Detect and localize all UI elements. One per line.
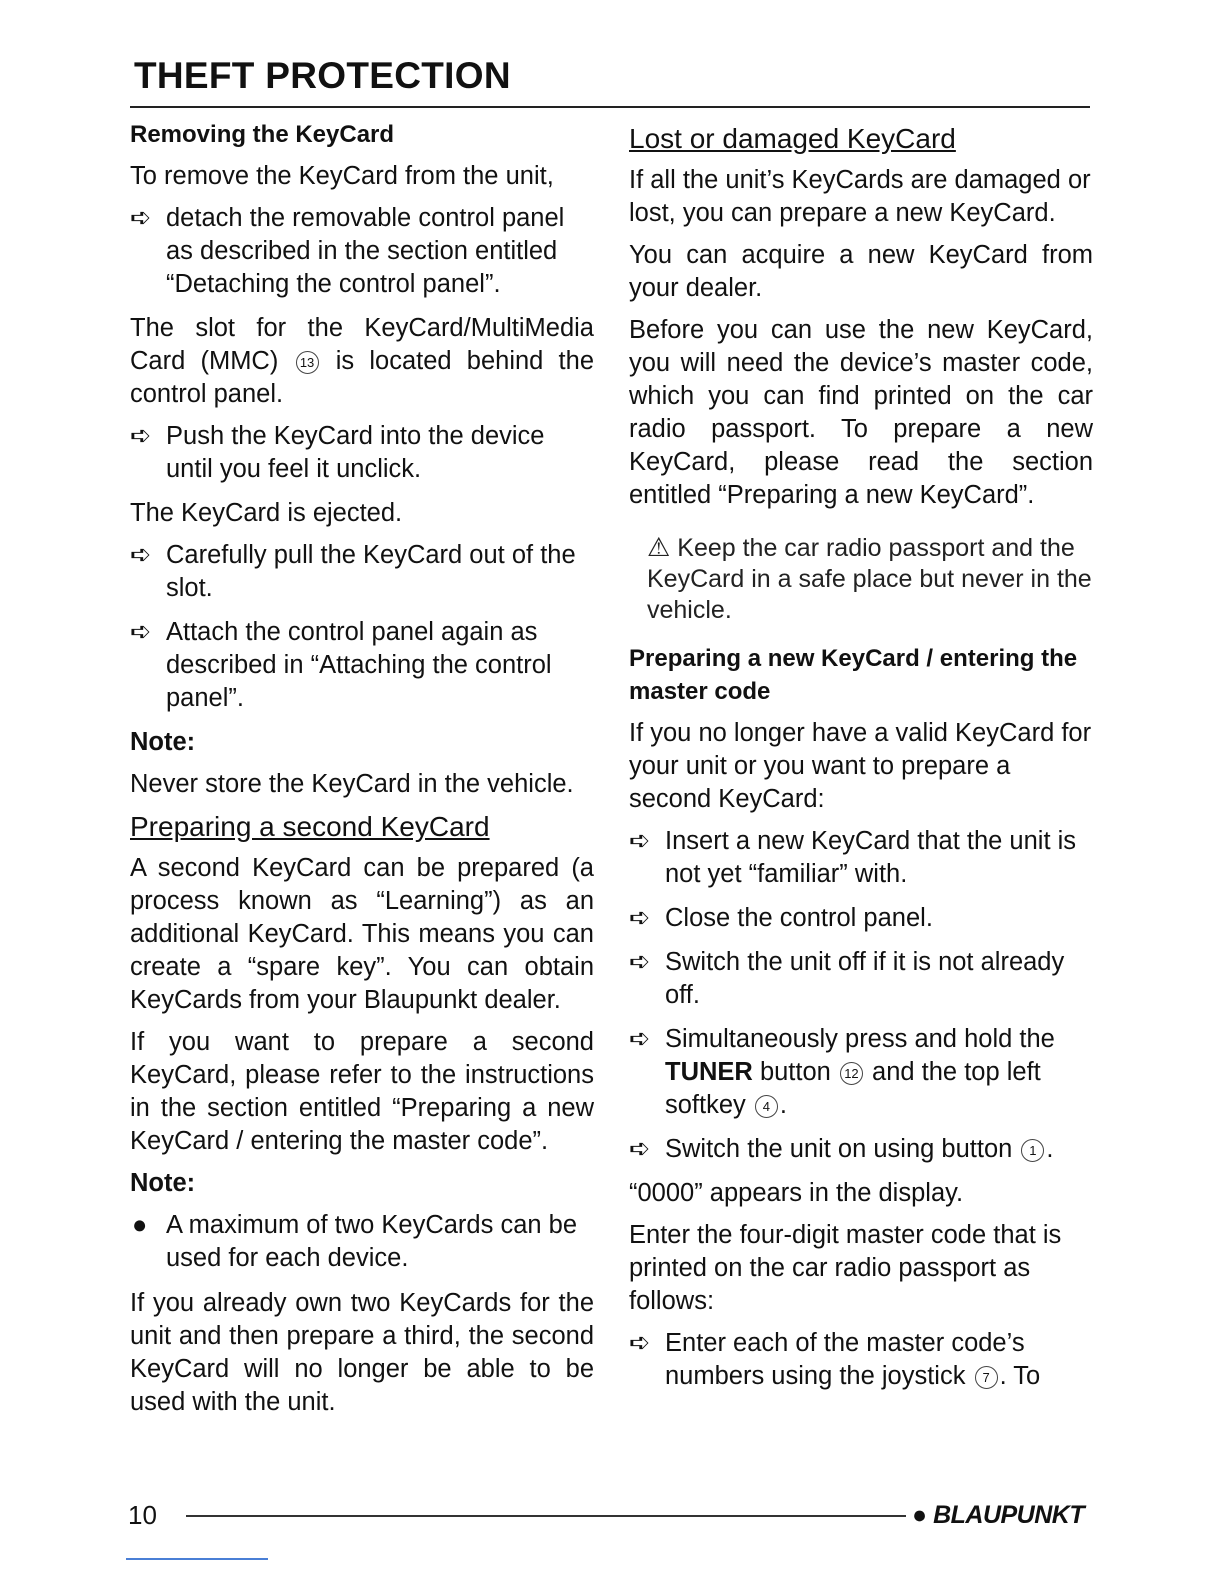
step-text: button (759, 1058, 831, 1086)
brand-dot-icon: ● (912, 1501, 927, 1529)
note-2-heading: Note: (130, 1169, 196, 1197)
warning-box (647, 532, 1093, 626)
step-text: Attach the control panel again as described in “Attaching the control panel”. (166, 618, 552, 712)
removing-heading: Removing the KeyCard (130, 121, 395, 148)
tuner-label: TUNER (665, 1058, 753, 1086)
removing-step-2 (130, 420, 594, 486)
step-text: Close the control panel. (665, 904, 933, 932)
second-keycard-heading: Preparing a second KeyCard (130, 811, 490, 842)
circled-number-13: 13 (296, 351, 319, 374)
lost-paragraph-1: If all the unit’s KeyCards are damaged or lost, you can prepare a new KeyCard. (629, 166, 1091, 227)
circled-number-7: 7 (975, 1366, 998, 1389)
bullet-text: A maximum of two KeyCards can be used for each device. (166, 1211, 578, 1272)
left-column (130, 118, 594, 1428)
arrow-icon: ➪ (629, 827, 651, 855)
page-number: 10 (128, 1500, 157, 1530)
step-text: Simultaneously press and hold the (665, 1025, 1055, 1053)
arrow-icon: ➪ (629, 904, 651, 932)
prepare-step-1 (629, 825, 1093, 891)
circled-number-1: 1 (1021, 1139, 1044, 1162)
removing-step-3 (130, 539, 594, 605)
arrow-icon: ➪ (130, 618, 152, 646)
arrow-icon: ➪ (130, 541, 152, 569)
prepare-step-2 (629, 902, 1093, 935)
second-keycard-paragraph-2: If you want to prepare a second KeyCard, please refer to the instructions in the section entitled “Preparing a new KeyCard / entering the master code”. (130, 1028, 594, 1155)
second-keycard-paragraph-1: A second KeyCard can be prepared (a process known as “Learning”) as an additional KeyCard. This means you can create a “spare key”. You can obtain KeyCards from your Blaupunkt dealer. (130, 854, 594, 1014)
display-text: “0000” appears in the display. (629, 1179, 964, 1207)
arrow-icon: ➪ (629, 1329, 651, 1357)
title-rule (130, 106, 1090, 108)
warning-text: Keep the car radio passport and the KeyCard in a safe place but never in the vehicle. (647, 534, 1092, 624)
slot-text: The slot for the KeyCard/MultiMedia Card (MMC) (130, 314, 594, 375)
step-text: Carefully pull the KeyCard out of the slot. (166, 541, 576, 602)
arrow-icon: ➪ (130, 204, 152, 232)
removing-step-4 (130, 616, 594, 715)
bullet-icon: ● (132, 1211, 148, 1239)
prepare-step-6 (629, 1327, 1093, 1393)
second-keycard-paragraph-3: If you already own two KeyCards for the unit and then prepare a third, the second KeyCard will no longer be able to be used with the unit. (130, 1289, 594, 1416)
step-text: . (1046, 1135, 1054, 1163)
prepare-intro: If you no longer have a valid KeyCard for your unit or you want to prepare a second KeyCard: (629, 719, 1092, 813)
step-text: and the top left softkey (665, 1058, 1041, 1119)
circled-number-12: 12 (840, 1062, 863, 1085)
step-text: Switch the unit on using button (665, 1135, 1013, 1163)
footer-rule (186, 1515, 906, 1517)
arrow-icon: ➪ (629, 948, 651, 976)
note-2-bullet (130, 1209, 594, 1275)
removing-intro: To remove the KeyCard from the unit, (130, 162, 554, 190)
step-text: Enter each of the master code’s numbers using the joystick (665, 1329, 1025, 1390)
warning-triangle-icon: ⚠ (647, 532, 671, 562)
arrow-icon: ➪ (130, 422, 152, 450)
prepare-step-4 (629, 1023, 1093, 1122)
brand-name: BLAUPUNKT (933, 1501, 1085, 1529)
right-column (629, 118, 1093, 1404)
step-text: . To (999, 1362, 1041, 1390)
prepare-step-3 (629, 946, 1093, 1012)
slot-paragraph (130, 312, 594, 411)
bottom-mark (126, 1558, 268, 1560)
arrow-icon: ➪ (629, 1135, 651, 1163)
lost-keycard-heading: Lost or damaged KeyCard (629, 123, 956, 154)
step-text: Switch the unit off if it is not already off. (665, 948, 1065, 1009)
enter-code-text: Enter the four-digit master code that is printed on the car radio passport as follows: (629, 1221, 1062, 1315)
note-1-heading: Note: (130, 728, 196, 756)
lost-paragraph-2: You can acquire a new KeyCard from your dealer. (629, 241, 1093, 302)
prepare-step-5 (629, 1133, 1093, 1166)
arrow-icon: ➪ (629, 1025, 651, 1053)
lost-paragraph-3: Before you can use the new KeyCard, you will need the device’s master code, which you can find printed on the car radio passport. To prepare a new KeyCard, please read the section entitled “Preparing a new KeyCard”. (629, 316, 1093, 509)
page-title: THEFT PROTECTION (134, 55, 511, 96)
ejected-text: The KeyCard is ejected. (130, 499, 403, 527)
prepare-new-heading: Preparing a new KeyCard / entering the master code (629, 645, 1078, 705)
note-1-text: Never store the KeyCard in the vehicle. (130, 770, 574, 798)
brand-logo (912, 1501, 1084, 1530)
step-text: Push the KeyCard into the device until you feel it unclick. (166, 422, 545, 483)
removing-step-1 (130, 202, 594, 301)
step-text: detach the removable control panel as described in the section entitled “Detaching the control panel”. (166, 204, 565, 298)
step-text: Insert a new KeyCard that the unit is not yet “familiar” with. (665, 827, 1077, 888)
step-text: . (779, 1091, 787, 1119)
circled-number-4: 4 (755, 1095, 778, 1118)
slot-text-end: is located behind the control panel. (130, 347, 595, 408)
